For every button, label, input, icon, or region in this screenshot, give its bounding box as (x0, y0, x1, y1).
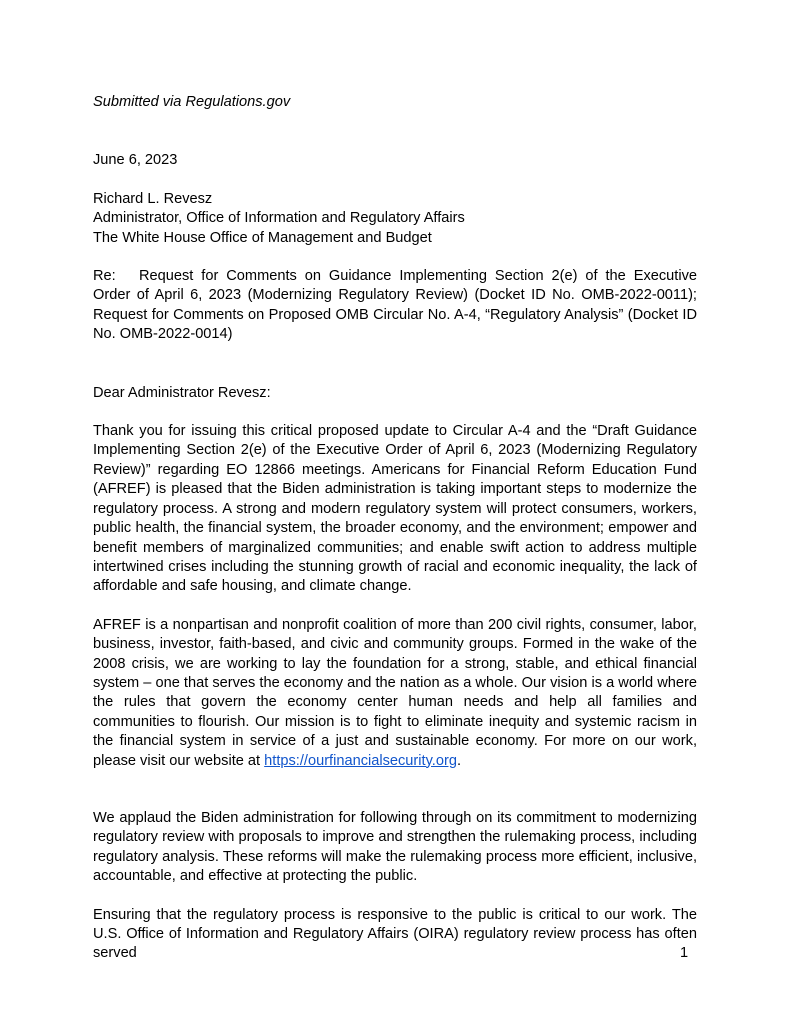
page-number: 1 (680, 945, 689, 961)
addressee-title: Administrator, Office of Information and Regulatory Affairs (93, 210, 465, 227)
submitted-via-line: Submitted via Regulations.gov (93, 94, 291, 110)
paragraph-applaud: We applaud the Biden administration for following through on its commitment to modernizing regulatory review with proposals to improve and strengthen the rulemaking process, including regulatory analysis. These reforms will make the rulemaking process more efficient, inclusive, accountable, and effective at protecting the public. (93, 809, 697, 885)
paragraph-about-text: AFREF is a nonpartisan and nonprofit coalition of more than 200 civil rights, consumer, labor, business, investor, faith-based, and civic and community groups. Formed in the wake of the 2008 crisis, we are working to lay the foundation for a strong, stable, and ethical financial system – one that serves the economy and the nation as a whole. Our vision is a world where the rules that govern the economy center human needs and help all families and communities to flourish. Our mission is to fight to eliminate inequity and systemic racism in the financial system in service of a just and sustainable economy. For more on our work, please visit our website at (93, 616, 697, 769)
paragraph-about-end: . (456, 752, 462, 769)
re-subject: Request for Comments on Guidance Implementing Section 2(e) of the Executive Order of April 6, 2023 (Modernizing Regulatory Review) (Docket ID No. OMB-2022-0011); Request for Comments on Proposed OMB Circular No. A-4, “Regulatory Analysis” (Docket ID No. OMB-2022-0014) (93, 268, 697, 343)
re-line (93, 267, 697, 345)
letter-date: June 6, 2023 (93, 152, 178, 169)
addressee-office: The White House Office of Management and Budget (93, 229, 432, 246)
addressee-name: Richard L. Revesz (93, 190, 213, 207)
website-link[interactable]: https://ourfinancialsecurity.org (264, 752, 457, 769)
re-label: Re: (93, 268, 116, 285)
letter-body (93, 93, 697, 983)
paragraph-about-afref (93, 616, 697, 771)
paragraph-intro: Thank you for issuing this critical proposed update to Circular A-4 and the “Draft Guidance Implementing Section 2(e) of the Executive Order of April 6, 2023 (Modernizing Regulatory Review)” regarding EO 12866 meetings. Americans for Financial Reform Education Fund (AFREF) is pleased that the Biden administration is taking important steps to modernize the regulatory process. A strong and modern regulatory system will protect consumers, workers, public health, the financial system, the broader economy, and the environment; empower and benefit members of marginalized communities; and enable swift action to address multiple intertwined crises including the stunning growth of racial and economic inequality, the lack of affordable and safe housing, and climate change. (93, 423, 697, 595)
paragraph-oira: Ensuring that the regulatory process is responsive to the public is critical to our work. The U.S. Office of Information and Regulatory Affairs (OIRA) regulatory review process has often served (93, 906, 697, 962)
salutation: Dear Administrator Revesz: (93, 384, 271, 401)
addressee-block (93, 190, 697, 248)
